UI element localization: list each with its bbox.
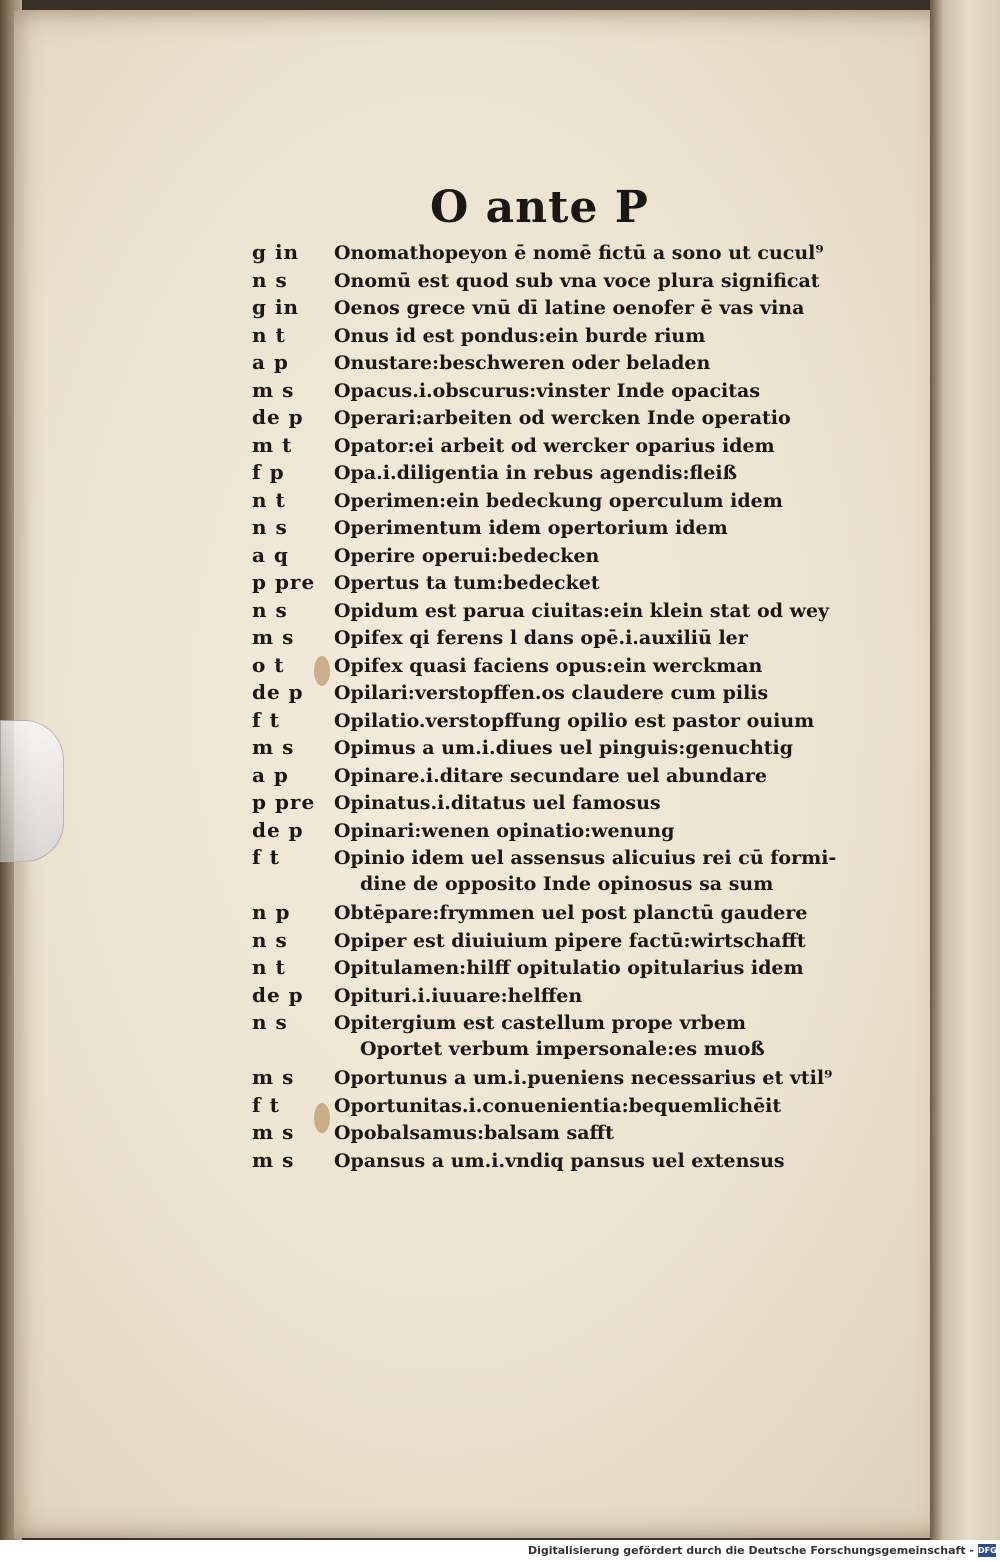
grammar-code: m t [252,432,293,457]
dictionary-entry [252,515,872,543]
dictionary-entry [252,1093,872,1121]
dictionary-entry [252,790,872,818]
grammar-code: de p [252,982,304,1007]
entry-text: Onustare:beschweren oder beladen [334,352,711,374]
dictionary-entry [252,818,872,846]
dictionary-entry [252,488,872,516]
dictionary-entry [252,405,872,433]
entry-text: Opifex qi ferens l dans opē.i.auxiliū ler [334,627,748,649]
grammar-code: m s [252,1065,295,1089]
entry-text: Opator:ei arbeit od wercker oparius idem [334,434,775,457]
grammar-code: n s [252,515,288,539]
grammar-code: n s [252,927,288,952]
dictionary-entry [252,1120,872,1148]
entry-text: Onus id est pondus:ein burde rium [334,324,706,347]
entry-text: dine de opposito Inde opinosus sa sum [360,872,774,895]
grammar-code: n s [252,1010,288,1034]
dictionary-entry [252,1010,872,1038]
grammar-code: m s [252,625,295,649]
grammar-code: g in [252,295,300,319]
entry-text: Opinio idem uel assensus alicuius rei cū formi- [334,847,837,869]
entry-text: Operire operui:bedecken [334,544,600,567]
entry-text: Opifex quasi faciens opus:ein werckman [334,654,763,677]
dictionary-entry [252,955,872,983]
grammar-code: de p [252,680,304,704]
grammar-code: m s [252,1147,295,1172]
grammar-code: f t [252,845,280,869]
entry-text: Operimen:ein bedeckung operculum idem [334,489,783,512]
dictionary-entry [252,680,872,708]
entry-text: Onomū est quod sub vna voce plura significat [334,269,820,292]
grammar-code: a q [252,542,289,567]
entry-text: Opilari:verstopffen.os claudere cum pilis [334,682,769,704]
dictionary-entry [252,873,872,901]
grammar-code: a p [252,762,289,787]
entry-text: Opilatio.verstopffung opilio est pastor ouium [334,709,815,732]
entry-text: Opobalsamus:balsam safft [334,1122,614,1144]
entry-text: Oportet verbum impersonale:es muoß [360,1037,765,1060]
grammar-code: n t [252,955,286,979]
dictionary-entry [252,240,872,268]
entry-text: Opacus.i.obscurus:vinster Inde opacitas [334,379,761,402]
page-heading: O ante P [430,182,649,233]
dictionary-entry [252,1148,872,1176]
entry-text: Opituri.i.iuuare:helffen [334,984,583,1007]
entry-text: Opertus ta tum:bedecket [334,572,600,594]
dictionary-entry [252,735,872,763]
dictionary-entry [252,928,872,956]
entry-text: Operimentum idem opertorium idem [334,517,728,539]
grammar-code: f p [252,460,285,484]
dictionary-entry [252,653,872,681]
entry-text: Opimus a um.i.diues uel pinguis:genuchtig [334,737,794,759]
entry-text: Opinari:wenen opinatio:wenung [334,819,675,842]
entry-text: Oportunitas.i.conuenientia:bequemlichēit [334,1094,782,1117]
dictionary-entry [252,323,872,351]
dictionary-entry [252,900,872,928]
dictionary-entry [252,763,872,791]
dictionary-entry [252,845,872,873]
grammar-code: p pre [252,570,316,594]
entry-text: Opinare.i.ditare secundare uel abundare [334,764,767,787]
dictionary-entry [252,460,872,488]
footer-credit: Digitalisierung gefördert durch die Deutsche Forschungsgemeinschaft - [527,1544,974,1557]
grammar-code: o t [252,652,285,677]
dictionary-entry [252,433,872,461]
dictionary-entry [252,268,872,296]
grammar-code: a p [252,350,289,374]
entry-text: Obtēpare:frymmen uel post planctū gaudere [334,902,808,924]
entry-text: Oportunus a um.i.pueniens necessarius et vtil⁹ [334,1067,833,1089]
dictionary-entry [252,570,872,598]
dictionary-entry [252,983,872,1011]
grammar-code: n s [252,267,288,292]
dictionary-entry [252,378,872,406]
entry-text: Opitergium est castellum prope vrbem [334,1012,747,1034]
footer-bar [0,1540,1000,1562]
dictionary-entry [252,625,872,653]
grammar-code: n t [252,487,286,512]
grammar-code: m s [252,377,295,402]
entry-text: Opiper est diuiuium pipere factū:wirtschafft [334,929,806,952]
grammar-code: m s [252,735,295,759]
facing-page-edge [930,0,1000,1540]
entry-text: Oenos grece vnū dī latine oenofer ē vas vina [334,297,805,319]
entry-text: Opansus a um.i.vndiq pansus uel extensus [334,1149,785,1172]
dictionary-entry [252,1038,872,1066]
dictionary-entry [252,350,872,378]
grammar-code: de p [252,817,304,842]
grammar-code: f t [252,707,280,732]
grammar-code: n p [252,900,291,924]
dictionary-entry [252,295,872,323]
grammar-code: n s [252,597,288,622]
entry-text: Operari:arbeiten od wercken Inde operatio [334,407,791,429]
grammar-code: f t [252,1092,280,1117]
dictionary-entry [252,708,872,736]
grammar-code: de p [252,405,304,429]
grammar-code: n t [252,322,286,347]
entry-text: Opa.i.diligentia in rebus agendis:fleiß [334,462,738,484]
entry-text: Opidum est parua ciuitas:ein klein stat od wey [334,599,830,622]
entry-text: Opitulamen:hilff opitulatio opitularius idem [334,957,804,979]
dictionary-entry [252,1065,872,1093]
entry-text: Onomathopeyon ē nomē fictū a sono ut cucul⁹ [334,242,824,264]
grammar-code: g in [252,240,300,264]
page-clip [0,720,64,862]
grammar-code: m s [252,1120,295,1144]
entry-text: Opinatus.i.ditatus uel famosus [334,792,661,814]
dictionary-entries [252,240,872,1175]
dfg-logo: DFG [978,1546,997,1555]
grammar-code: p pre [252,790,316,814]
dictionary-entry [252,598,872,626]
dictionary-entry [252,543,872,571]
